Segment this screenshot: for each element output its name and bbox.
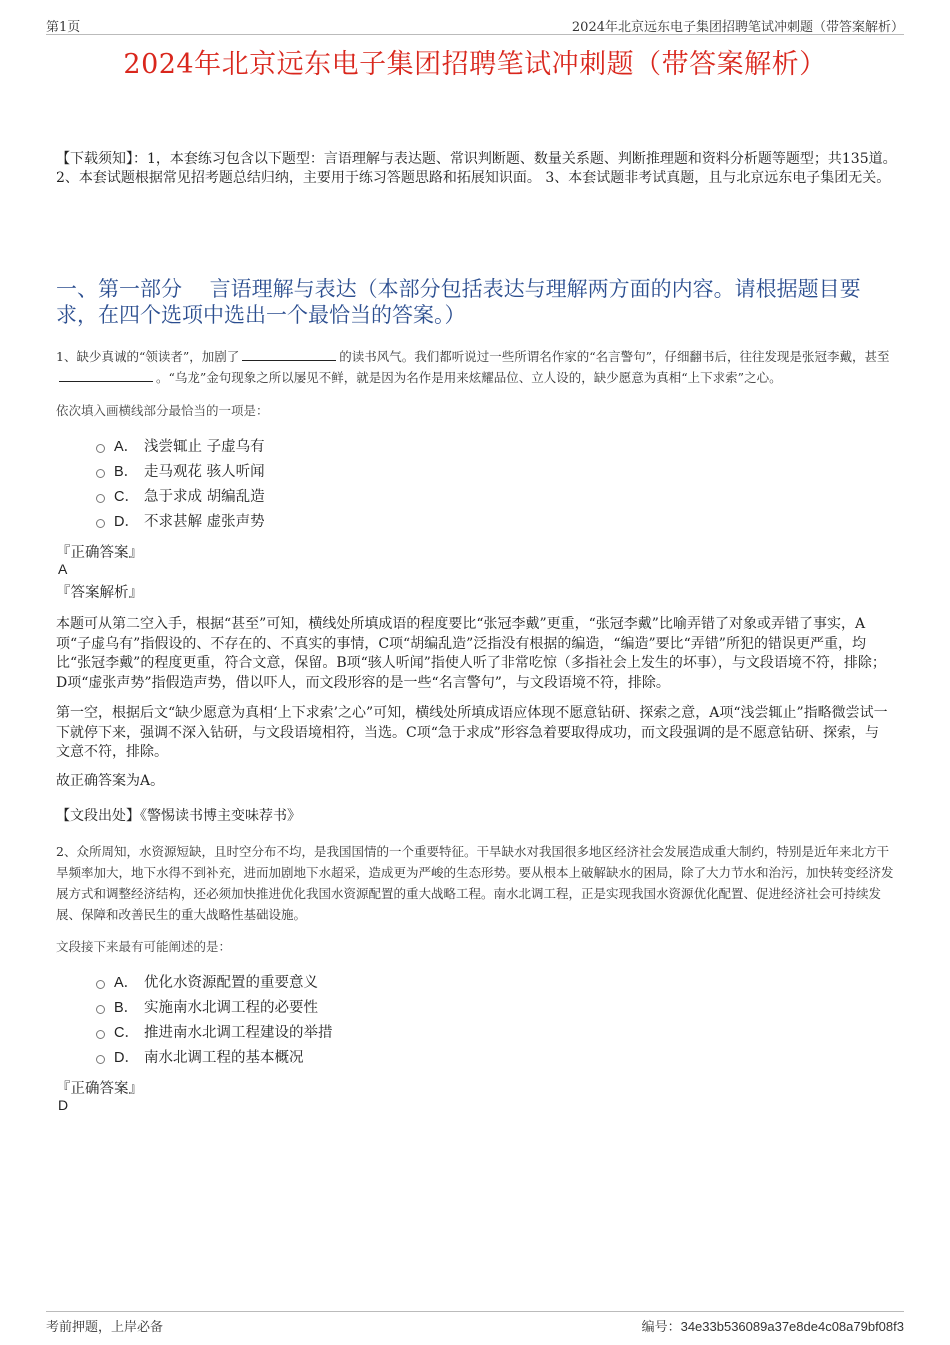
option-a[interactable]: A． 浅尝辄止 子虚乌有 — [96, 433, 596, 458]
question-2-options — [96, 969, 596, 1069]
passage-source: 【文段出处】《警惕读书博主变味荐书》 — [56, 808, 301, 824]
fill-blank-2 — [59, 369, 153, 382]
radio-icon[interactable] — [96, 1030, 105, 1039]
correct-answer: D — [58, 1097, 69, 1113]
radio-icon[interactable] — [96, 469, 105, 478]
option-d[interactable]: D． 南水北调工程的基本概况 — [96, 1044, 596, 1069]
analysis-label: 『答案解析』 — [56, 585, 143, 601]
fill-blank-1 — [242, 348, 336, 361]
analysis-conclusion: 故正确答案为A。 — [56, 773, 165, 789]
option-a[interactable]: A． 优化水资源配置的重要意义 — [96, 969, 596, 994]
option-b[interactable]: B． 实施南水北调工程的必要性 — [96, 994, 596, 1019]
analysis-paragraph-2: 第一空，根据后文“缺少愿意为真相‘上下求索’之心”可知，横线处所填成语应体现不愿意钻研、探索之意，A项“浅尝辄止”指略微尝试一下就停下来，强调不深入钻研，与文段语境相符，当选。C项“急于求成”形容急着要取得成功，而文段强调的是不愿意钻研、探索，与文意不符，排除。 — [56, 705, 888, 760]
radio-icon[interactable] — [96, 980, 105, 989]
correct-answer: A — [58, 561, 68, 577]
footer-slogan: 考前押题，上岸必备 — [46, 1320, 164, 1335]
correct-answer-label: 『正确答案』 — [56, 545, 143, 561]
option-c[interactable]: C． 推进南水北调工程建设的举措 — [96, 1019, 596, 1044]
question-1-instruction: 依次填入画横线部分最恰当的一项是： — [56, 403, 269, 418]
page-number: 第1页 — [46, 20, 81, 35]
header-doc-title: 2024年北京远东电子集团招聘笔试冲刺题（带答案解析） — [571, 20, 904, 35]
document-id: 编号：34e33b536089a37e8de4c08a79bf08f3 — [641, 1319, 904, 1334]
document-title: 2024年北京远东电子集团招聘笔试冲刺题（带答案解析） — [123, 49, 827, 80]
radio-icon[interactable] — [96, 519, 105, 528]
section-title: 一、第一部分 言语理解与表达（本部分包括表达与理解两方面的内容。请根据题目要求，在四个选项中选出一个最恰当的答案。） — [56, 277, 861, 327]
radio-icon[interactable] — [96, 444, 105, 453]
page-header — [46, 14, 904, 35]
option-c[interactable]: C． 急于求成 胡编乱造 — [96, 483, 596, 508]
question-2-instruction: 文段接下来最有可能阐述的是： — [56, 939, 232, 954]
radio-icon[interactable] — [96, 494, 105, 503]
radio-icon[interactable] — [96, 1055, 105, 1064]
question-1-text: 1、缺少真诚的“领读者”，加剧了 的读书风气。我们都听说过一些所谓名作家的“名言警句”，仔细翻书后，往往发现是张冠李戴，甚至。“乌龙”金句现象之所以屡见不鲜，就是因为名作是用来炫耀品位、立人设的，缺少愿意为真相“上下求索”之心。 — [56, 349, 890, 385]
page-footer — [46, 1311, 904, 1334]
option-b[interactable]: B． 走马观花 骇人听闻 — [96, 458, 596, 483]
radio-icon[interactable] — [96, 1005, 105, 1014]
download-notice: 【下载须知】：1，本套练习包含以下题型：言语理解与表达题、常识判断题、数量关系题、判断推理题和资料分析题等题型；共135道。 2、本套试题根据常见招考题总结归纳，主要用于练习答题思路和拓展知识面。 3、本套试题非考试真题，且与北京远东电子集团无关。 — [56, 151, 897, 186]
option-d[interactable]: D． 不求甚解 虚张声势 — [96, 508, 596, 533]
analysis-paragraph-1: 本题可从第二空入手，根据“甚至”可知，横线处所填成语的程度要比“张冠李戴”更重，“张冠李戴”比喻弄错了对象或弄错了事实，A项“子虚乌有”指假设的、不存在的、不真实的事情，C项“胡编乱造”泛指没有根据的编造，“编造”要比“弄错”所犯的错误更严重，均比“张冠李戴”的程度更重，符合文意，保留。B项“骇人听闻”指使人听了非常吃惊（多指社会上发生的坏事），与文段语境不符，排除；D项“虚张声势”指假造声势，借以吓人，而文段形容的是一些“名言警句”，与文段语境不符，排除。 — [56, 616, 886, 691]
question-2-text: 2、众所周知，水资源短缺，且时空分布不均，是我国国情的一个重要特征。干旱缺水对我国很多地区经济社会发展造成重大制约，特别是近年来北方干旱频率加大，地下水得不到补充，进而加剧地下水超采，造成更为严峻的生态形势。要从根本上破解缺水的困局，除了大力节水和治污，加快转变经济发展方式和调整经济结构，还必须加快推进优化我国水资源配置的重大战略工程。南水北调工程，正是实现我国水资源优化配置、促进经济社会可持续发展、保障和改善民生的重大战略性基础设施。 — [56, 844, 894, 922]
correct-answer-label: 『正确答案』 — [56, 1081, 143, 1097]
question-1-options — [96, 433, 596, 533]
